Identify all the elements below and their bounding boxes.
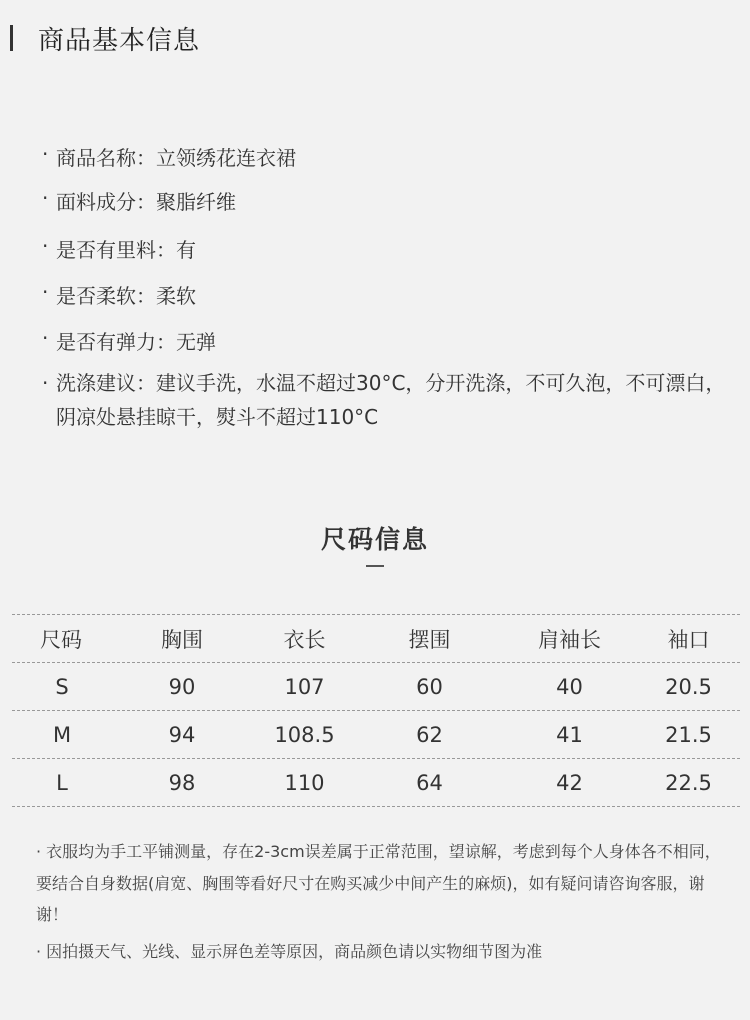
table-row [12,759,740,807]
info-label: 洗涤建议： [56,371,156,395]
info-label: 商品名称： [56,146,156,170]
info-item-name [42,142,296,171]
table-cell: 20.5 [665,674,712,699]
table-cell: 62 [416,722,443,747]
info-value: 聚脂纤维 [156,190,236,214]
table-cell: 60 [416,674,443,699]
table-cell: 64 [416,770,443,795]
table-cell: 90 [168,674,196,699]
info-item-lining [42,234,196,263]
bullet-dot: · [42,186,49,210]
bullet-dot: · [42,280,49,304]
table-cell: 98 [168,770,196,795]
info-item-softness [42,280,196,309]
table-row [12,711,740,759]
page-title: 商品基本信息 [38,25,201,56]
table-header-cell: 袖口 [667,627,710,652]
table-header-cell: 胸围 [161,627,203,652]
info-label: 面料成分： [56,190,156,214]
table-header-cell: 衣长 [283,627,326,652]
bullet-dot: · [42,142,49,166]
table-cell: 42 [556,770,583,795]
table-cell: 110 [284,770,325,795]
table-row [12,663,740,711]
bullet-dot: · [42,234,49,258]
info-label: 是否柔软： [56,284,156,308]
info-value: 无弹 [176,330,216,354]
info-label: 是否有里料： [56,238,176,262]
info-label: 是否有弹力： [56,330,176,354]
bullet-dot: · [42,326,49,350]
info-value: 有 [176,238,196,262]
table-cell: 108.5 [274,722,335,747]
info-value: 柔软 [156,284,196,308]
info-item-fabric [42,186,236,215]
info-item-elasticity [42,326,216,355]
info-value: 立领绣花连衣裙 [156,146,296,170]
info-item-washing [42,366,726,434]
table-cell: 22.5 [665,770,712,795]
notes [36,836,726,972]
header-accent-bar [10,25,13,51]
table-cell: 107 [284,674,325,699]
table-cell: L [56,770,68,795]
table-cell: S [55,674,69,699]
info-value: 建议手洗，水温不超过30°C，分开洗涤，不可久泡，不可漂白，阴凉处悬挂晾干，熨斗不超过110°C [56,371,726,429]
table-cell: M [52,722,72,747]
size-table [12,614,740,807]
table-header-cell: 尺码 [40,627,82,652]
table-header-cell: 肩袖长 [538,627,601,652]
table-cell: 41 [556,722,583,747]
title-underline [366,565,384,567]
table-header-cell: 摆围 [408,627,451,652]
section-header [0,18,200,58]
table-cell: 94 [168,722,196,747]
note-color: · 因拍摄天气、光线、显示屏色差等原因，商品颜色请以实物细节图为准 [36,941,543,961]
size-section-title: 尺码信息 [320,525,429,554]
table-header-row [12,615,740,663]
table-cell: 21.5 [665,722,712,747]
bullet-dot: · [42,371,49,395]
table-cell: 40 [556,674,583,699]
note-measurement: · 衣服均为手工平铺测量，存在2-3cm误差属于正常范围，望谅解，考虑到每个人身体各不相同，要结合自身数据(肩宽、胸围等看好尺寸在购买减少中间产生的麻烦)，如有疑问请咨询客服，谢谢！ [36,842,721,924]
